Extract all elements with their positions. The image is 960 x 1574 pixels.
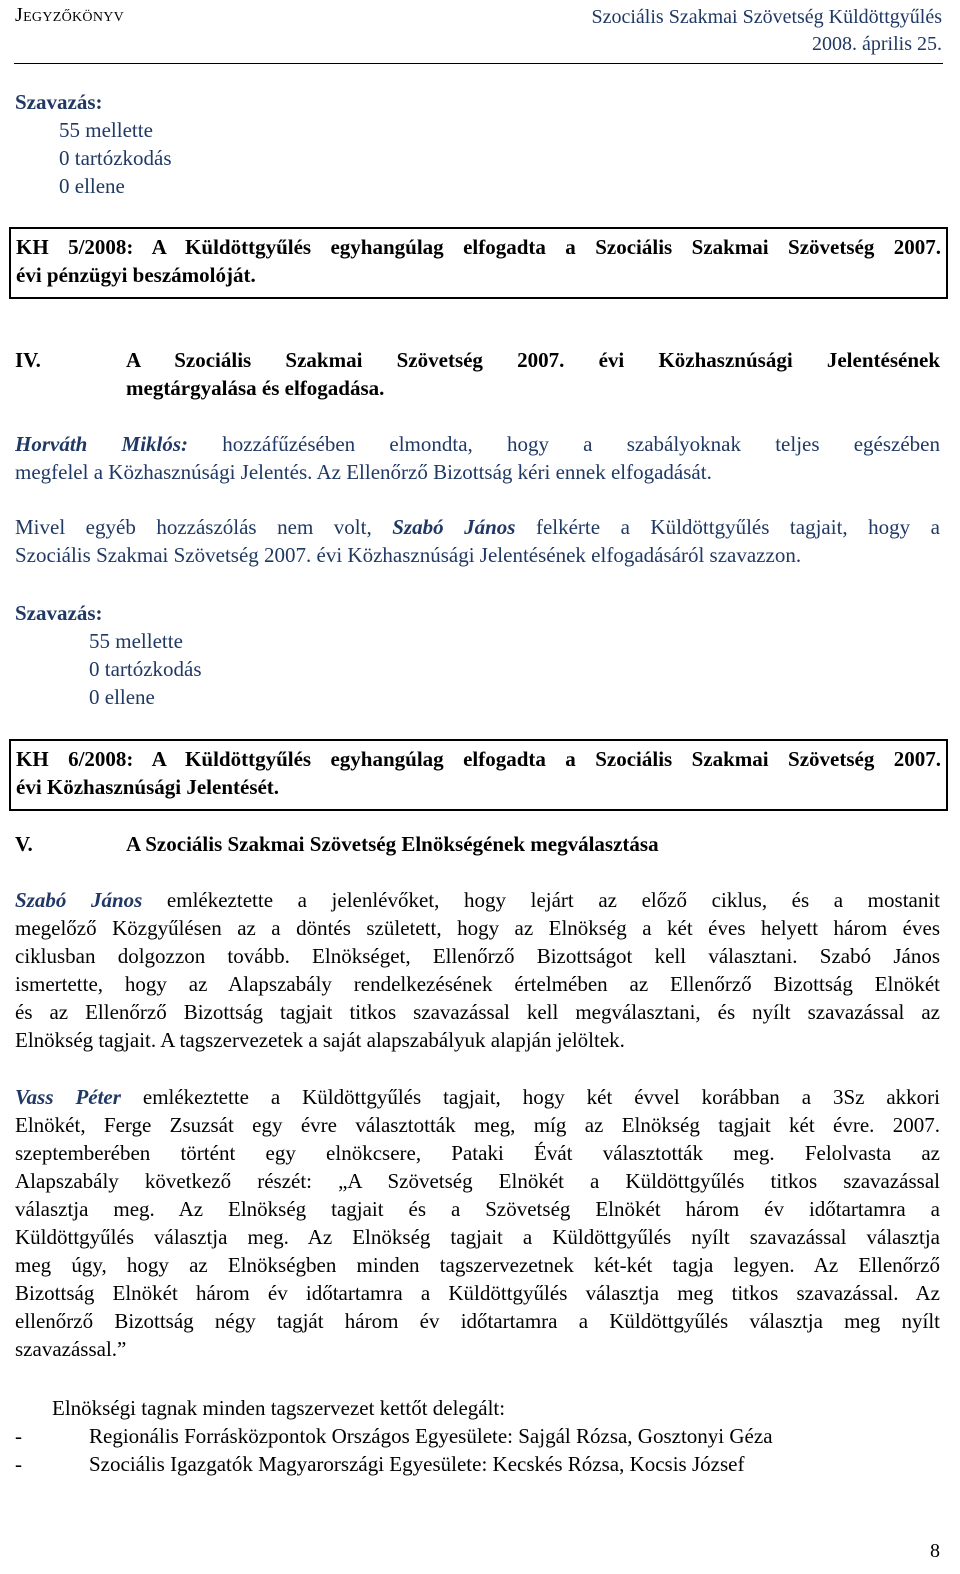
paragraph-text: emlékeztette a jelenlévőket, hogy lejárt az előző ciklus, és a mostanit <box>166 888 940 912</box>
vote-for: 55 mellette <box>59 118 153 142</box>
speaker-name: Vass Péter <box>15 1085 121 1109</box>
header-meeting-info <box>592 4 943 58</box>
header-meeting-name: Szociális Szakmai Szövetség Küldöttgyűlés <box>591 6 942 28</box>
section-heading-5 <box>15 830 940 858</box>
paragraph-text: szavazással.” <box>15 1337 127 1361</box>
vote-abstain: 0 tartózkodás <box>89 657 202 681</box>
delegates-section <box>15 1394 940 1478</box>
resolution-text-line: évi pénzügyi beszámolóját. <box>16 263 256 287</box>
list-item <box>15 1450 940 1478</box>
paragraph-text: választja meg. Az Elnökség tagjait és a Szövetség Elnökét három év időtartamra a <box>15 1197 940 1221</box>
vote-against: 0 ellene <box>89 685 155 709</box>
paragraph-text: felkérte a Küldöttgyűlés tagjait, hogy a <box>535 515 940 539</box>
paragraph-text: Elnökét, Ferge Zsuzsát egy évre választották meg, míg az Elnökség tagjait két évre. 2007. <box>15 1113 940 1137</box>
paragraph-text: Küldöttgyűlés választja meg. Az Elnökség tagjait a Küldöttgyűlés nyílt szavazással választja <box>15 1225 940 1249</box>
section-title: A Szociális Szakmai Szövetség Elnökségének megválasztása <box>126 832 659 856</box>
vote-block-1 <box>15 88 172 200</box>
vote-label: Szavazás: <box>15 90 103 114</box>
paragraph-text: szeptemberében történt egy elnökcsere, Pataki Évát választották meg. Felolvasta az <box>15 1141 940 1165</box>
header-title: Jegyzőkönyv <box>15 4 125 26</box>
paragraph-text: Alapszabály következő részét: „A Szövetség Elnökét a Küldöttgyűlés titkos szavazással <box>15 1169 940 1193</box>
speaker-name: Szabó János <box>15 888 143 912</box>
resolution-box-kh5 <box>9 227 948 299</box>
paragraph-horvath <box>15 430 940 486</box>
vote-for: 55 mellette <box>89 629 183 653</box>
paragraph-szabo <box>15 886 940 1054</box>
delegates-intro: Elnökségi tagnak minden tagszervezet kettőt delegált: <box>52 1396 506 1420</box>
paragraph-text: megfelel a Közhasznúsági Jelentés. Az Ellenőrző Bizottság kéri ennek elfogadását. <box>15 460 712 484</box>
speaker-name: Szabó János <box>392 515 516 539</box>
list-bullet: - <box>15 1452 22 1476</box>
paragraph-text: meg úgy, hogy az Elnökségben minden tagszervezetnek két-két tagja legyen. Az Ellenőrző <box>15 1253 940 1277</box>
paragraph-vass <box>15 1083 940 1363</box>
list-item <box>15 1422 940 1450</box>
page-number: 8 <box>930 1540 940 1562</box>
paragraph-text: ismertette, hogy az Alapszabály rendelkezésének értelmében az Ellenőrző Bizottság Elnökét <box>15 972 940 996</box>
paragraph-text: hozzáfűzésében elmondta, hogy a szabályoknak teljes egészében <box>222 432 940 456</box>
paragraph-text: Elnökség tagjait. A tagszervezetek a saját alapszabályuk alapján jelöltek. <box>15 1028 625 1052</box>
paragraph-text: Szociális Szakmai Szövetség 2007. évi Közhasznúsági Jelentésének elfogadásáról szavazzon. <box>15 543 802 567</box>
paragraph-text: emlékeztette a Küldöttgyűlés tagjait, hogy két évvel korábban a 3Sz akkori <box>142 1085 940 1109</box>
resolution-box-kh6 <box>9 739 948 811</box>
resolution-text-line: KH 6/2008: A Küldöttgyűlés egyhangúlag elfogadta a Szociális Szakmai Szövetség 2007. <box>16 747 941 771</box>
vote-abstain: 0 tartózkodás <box>59 146 172 170</box>
section-number: IV. <box>15 348 41 372</box>
section-heading-4 <box>15 346 940 402</box>
header-date: 2008. április 25. <box>812 33 942 55</box>
section-title-line: megtárgyalása és elfogadása. <box>126 376 385 400</box>
paragraph-text: megelőző Közgyűlésen az a döntés született, hogy az Elnökség a két éves helyett három éves <box>15 916 940 940</box>
paragraph-text: ciklusban dolgozzon tovább. Elnökséget, Ellenőrző Bizottságot kell választani. Szabó János <box>15 944 940 968</box>
vote-against: 0 ellene <box>59 174 125 198</box>
paragraph-text: és az Ellenőrző Bizottság tagjait titkos szavazással kell megválasztani, és nyílt szavazással az <box>15 1000 940 1024</box>
vote-label: Szavazás: <box>15 601 103 625</box>
resolution-text-line: KH 5/2008: A Küldöttgyűlés egyhangúlag elfogadta a Szociális Szakmai Szövetség 2007. <box>16 235 941 259</box>
section-number: V. <box>15 832 33 856</box>
paragraph-text: ellenőrző Bizottság négy tagját három év időtartamra a Küldöttgyűlés választja meg nyílt <box>15 1309 940 1333</box>
delegate-entry: Regionális Forrásközpontok Országos Egyesülete: Sajgál Rózsa, Gosztonyi Géza <box>89 1424 773 1448</box>
list-bullet: - <box>15 1424 22 1448</box>
vote-block-2 <box>15 599 202 711</box>
paragraph-text: Mivel egyéb hozzászólás nem volt, <box>15 515 372 539</box>
paragraph-mivel <box>15 513 940 569</box>
header-divider <box>14 63 943 64</box>
section-title-line: A Szociális Szakmai Szövetség 2007. évi Közhasznúsági Jelentésének <box>126 348 940 372</box>
speaker-name: Horváth Miklós: <box>15 432 189 456</box>
resolution-text-line: évi Közhasznúsági Jelentését. <box>16 775 280 799</box>
paragraph-text: Bizottság Elnökét három év időtartamra a Küldöttgyűlés választja meg titkos szavazással. Az <box>15 1281 940 1305</box>
delegate-entry: Szociális Igazgatók Magyarországi Egyesülete: Kecskés Rózsa, Kocsis József <box>89 1452 745 1476</box>
